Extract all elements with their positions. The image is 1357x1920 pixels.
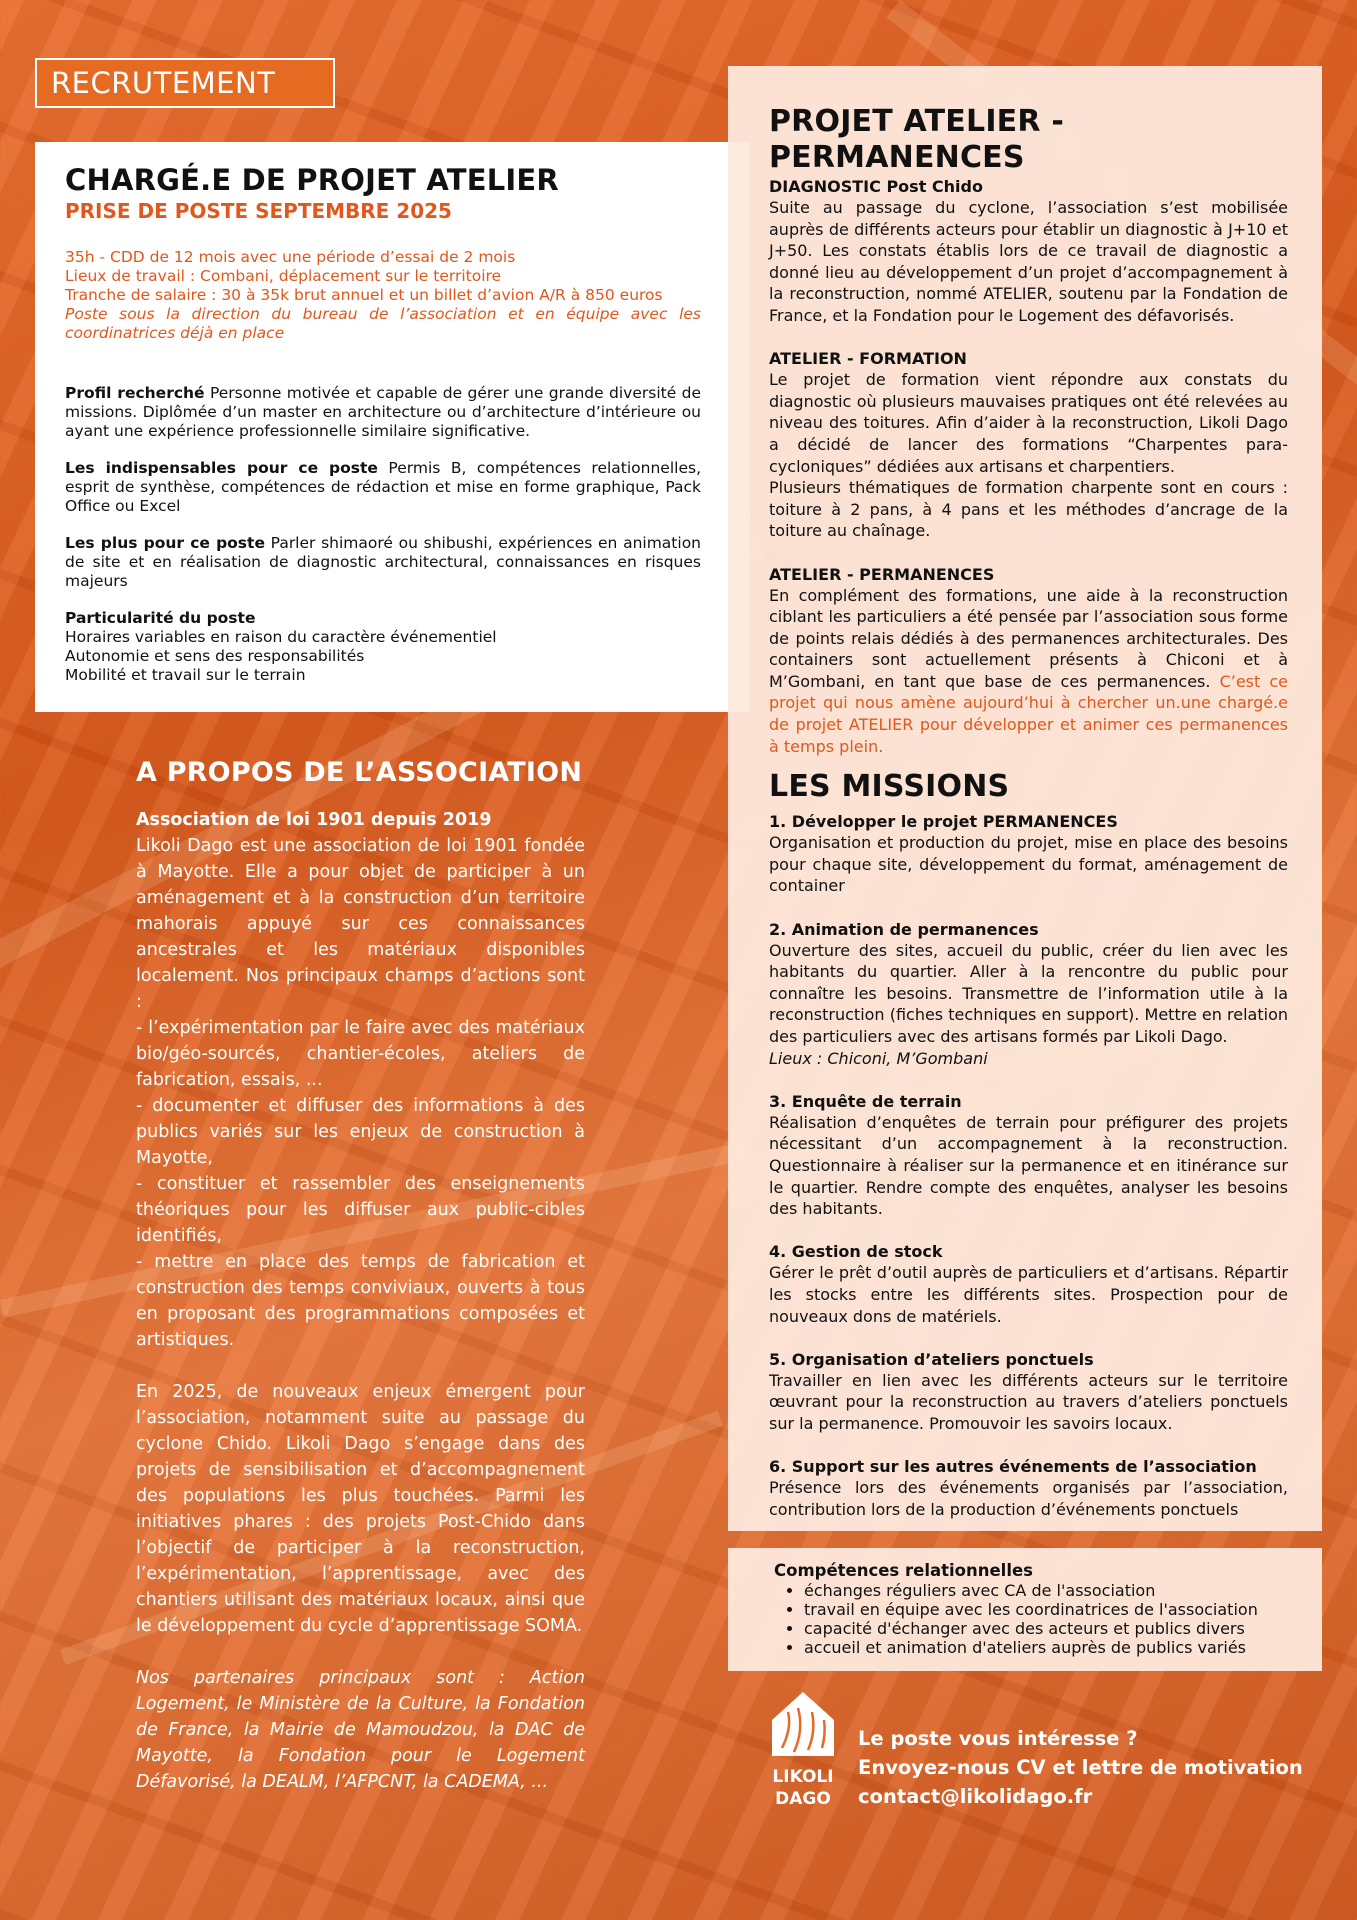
logo-text-likoli: LIKOLI	[772, 1767, 834, 1787]
about-bullet: - l’expérimentation par le faire avec des matériaux bio/géo-sourcés, chantier-écoles, ateliers de fabrication, essais, ...	[136, 1018, 585, 1090]
logo-text-dago: DAGO	[775, 1789, 831, 1808]
missions-title: LES MISSIONS	[769, 769, 1010, 805]
contact-instruction: Envoyez-nous CV et lettre de motivation	[858, 1756, 1303, 1779]
about-bullet: - documenter et diffuser des informations à des publics variés sur les enjeux de construction à Mayotte,	[136, 1096, 585, 1168]
job-salary: Tranche de salaire : 30 à 35k brut annuel et un billet d’avion A/R à 850 euros	[65, 286, 663, 304]
about-bullet: - mettre en place des temps de fabrication et construction des temps conviviaux, ouverts à tous en proposant des programmations composées et artistiques.	[136, 1252, 585, 1350]
mission-title: 6. Support sur les autres événements de l’association	[769, 1457, 1257, 1477]
permanences-callout: C’est ce projet qui nous amène aujourd’hui à chercher un.une chargé.e de projet ATELIER pour développer et animer ces permanences à temps plein.	[769, 671, 1289, 756]
contact-block	[858, 1724, 1303, 1811]
about-title: A PROPOS DE L’ASSOCIATION	[136, 757, 583, 788]
skills-box	[728, 1548, 1322, 1671]
mission-title: 5. Organisation d’ateliers ponctuels	[769, 1349, 1094, 1369]
about-intro: Likoli Dago est une association de loi 1901 fondée à Mayotte. Elle a pour objet de participer à un aménagement et à la construction d’un territoire mahorais appuyé sur ces connaissances ancestrales et les matériaux disponibles localement. Nos principaux champs d’actions sont :	[136, 836, 585, 1012]
job-info	[65, 248, 701, 343]
skills-list	[774, 1581, 1302, 1657]
mission-item	[769, 1091, 1288, 1220]
mission-text: Ouverture des sites, accueil du public, créer du lien avec les habitants du quartier. Aller à la rencontre du public pour connaître les besoins. Transmettre de l’information utile à la reconstruction (fiches techniques en support). Mettre en relation des particuliers avec des artisans formés par Likoli Dago.	[769, 940, 1288, 1046]
mission-title: 4. Gestion de stock	[769, 1242, 943, 1262]
mission-text: Gérer le prêt d’outil auprès de particuliers et d’artisans. Répartir les stocks entre les différents sites. Prospection pour de nouveaux dons de matériels.	[769, 1263, 1288, 1326]
mission-item	[769, 811, 1288, 897]
specifics-line: Autonomie et sens des responsabilités	[65, 647, 365, 665]
project-panel	[728, 66, 1322, 1531]
project-title: PROJET ATELIER - PERMANENCES	[769, 104, 1064, 175]
skills-item: • échanges réguliers avec CA de l'association	[804, 1581, 1302, 1600]
specifics-label: Particularité du poste	[65, 609, 256, 627]
job-location: Lieux de travail : Combani, déplacement sur le territoire	[65, 267, 502, 285]
recruitment-tag: RECRUTEMENT	[35, 58, 335, 108]
essentials-text: Permis B, compétences relationnelles, esprit de synthèse, compétences de rédaction et mise en forme graphique, Pack Office ou Excel	[65, 459, 701, 515]
formation-text: Plusieurs thématiques de formation charpente sont en cours : toiture à 2 pans, à 4 pans et les méthodes d’ancrage de la toiture au chaînage.	[769, 478, 1288, 541]
mission-text: Travailler en lien avec les différents acteurs sur le territoire œuvrant pour la reconstruction au travers d’ateliers ponctuels sur la permanence. Promouvoir les savoirs locaux.	[769, 1370, 1288, 1433]
mission-text: Présence lors des événements organisés par l’association, contribution lors de la production d’événements ponctuels	[769, 1478, 1288, 1519]
skills-item: • capacité d'échanger avec des acteurs et publics divers	[804, 1619, 1302, 1638]
specifics-line: Horaires variables en raison du caractère événementiel	[65, 628, 497, 646]
essentials-label: Les indispensables pour ce poste	[65, 459, 378, 477]
about-bullet: - constituer et rassembler des enseignements théoriques pour les diffuser aux public-cibles identifiés,	[136, 1174, 585, 1246]
skills-item: • accueil et animation d'ateliers auprès de publics variés	[804, 1638, 1302, 1657]
diagnostic-title: DIAGNOSTIC Post Chido	[769, 177, 983, 196]
mission-item	[769, 1241, 1288, 1327]
diagnostic-text: Suite au passage du cyclone, l’association s’est mobilisée auprès de différents acteurs pour établir un diagnostic à J+10 et J+50. Les constats établis lors de ce travail de diagnostic a donné lieu au développement d’un projet d’accompagnement à la reconstruction, nommé ATELIER, soutenu par la Fondation de France, et la Fondation pour le Logement des défavorisés.	[769, 198, 1288, 325]
job-contract: 35h - CDD de 12 mois avec une période d’essai de 2 mois	[65, 248, 516, 266]
profile-label: Profil recherché	[65, 384, 205, 402]
permanences-text	[769, 585, 1288, 758]
about-section	[136, 757, 585, 1795]
about-paragraph: En 2025, de nouveaux enjeux émergent pour l’association, notamment suite au passage du cyclone Chido. Likoli Dago s’engage dans des projets de sensibilisation et d’accompagnement des populations les plus touchées. Parmi les initiatives phares : des projets Post-Chido dans l’objectif de participer à la reconstruction, l’expérimentation, l’apprentissage, avec des chantiers utilisant des matériaux locaux, ainsi que le développement du cycle d’apprentissage SOMA.	[136, 1382, 585, 1636]
mission-item	[769, 919, 1288, 1070]
essentials-block	[65, 459, 701, 516]
about-subtitle: Association de loi 1901 depuis 2019	[136, 810, 492, 830]
contact-email-link[interactable]: contact@likolidago.fr	[858, 1785, 1093, 1808]
formation-text: Le projet de formation vient répondre aux constats du diagnostic où plusieurs mauvaises pratiques ont été relevées au niveau des toitures. Afin d’aider à la reconstruction, Likoli Dago a décidé de lancer des formations “Charpentes para-cycloniques” dédiées aux artisans et charpentiers.	[769, 370, 1288, 476]
mission-text: Réalisation d’enquêtes de terrain pour préfigurer des projets nécessitant d’un accompagnement à la reconstruction. Questionnaire à réaliser sur la permanence et en itinérance sur le quartier. Rendre compte des enquêtes, analyser les besoins des habitants.	[769, 1112, 1288, 1219]
mission-text: Organisation et production du projet, mise en place des besoins pour chaque site, développement du format, aménagement de container	[769, 833, 1288, 896]
about-partners: Nos partenaires principaux sont : Action Logement, le Ministère de la Culture, la Fondation de France, la Mairie de Mamoudzou, la DAC de Mayotte, la Fondation pour le Logement Défavorisé, la DEALM, l’AFPCNT, la CADEMA, ...	[136, 1668, 585, 1792]
mission-note: Lieux : Chiconi, M’Gombani	[769, 1048, 988, 1068]
bonus-label: Les plus pour ce poste	[65, 534, 265, 552]
mission-item	[769, 1349, 1288, 1435]
bonus-block	[65, 534, 701, 591]
permanences-title: ATELIER - PERMANENCES	[769, 564, 995, 584]
mission-title: 2. Animation de permanences	[769, 919, 1039, 939]
profile-text: Personne motivée et capable de gérer une grande diversité de missions. Diplômée d’un master en architecture ou d’architecture d’intérieure ou ayant une expérience professionnelle similaire significative.	[65, 384, 701, 440]
skills-title: Compétences relationnelles	[774, 1561, 1034, 1580]
mission-title: 3. Enquête de terrain	[769, 1091, 962, 1111]
specifics-block	[65, 609, 701, 685]
job-start-date: PRISE DE POSTE SEPTEMBRE 2025	[65, 199, 452, 223]
mission-item	[769, 1456, 1288, 1520]
formation-title: ATELIER - FORMATION	[769, 349, 967, 369]
job-supervision: Poste sous la direction du bureau de l’association et en équipe avec les coordinatrices déjà en place	[65, 305, 701, 342]
job-card	[35, 142, 750, 712]
permanences-body: En complément des formations, une aide à la reconstruction ciblant les particuliers a été pensée par l’association sous forme de points relais dédiés à des permanences architecturales. Des containers sont actuellement présents à Chiconi et à M’Gombani, en tant que base de ces permanences.	[769, 585, 1288, 691]
bonus-text: Parler shimaoré ou shibushi, expériences en animation de site et en réalisation de diagnostic architectural, connaissances en risques majeurs	[65, 534, 701, 590]
specifics-line: Mobilité et travail sur le terrain	[65, 666, 306, 684]
job-title: CHARGÉ.E DE PROJET ATELIER	[65, 163, 559, 197]
mission-title: 1. Développer le projet PERMANENCES	[769, 812, 1118, 832]
likoli-dago-logo	[768, 1688, 838, 1808]
profile-block	[65, 384, 701, 441]
skills-item: • travail en équipe avec les coordinatrices de l'association	[804, 1600, 1302, 1619]
contact-question: Le poste vous intéresse ?	[858, 1727, 1138, 1750]
